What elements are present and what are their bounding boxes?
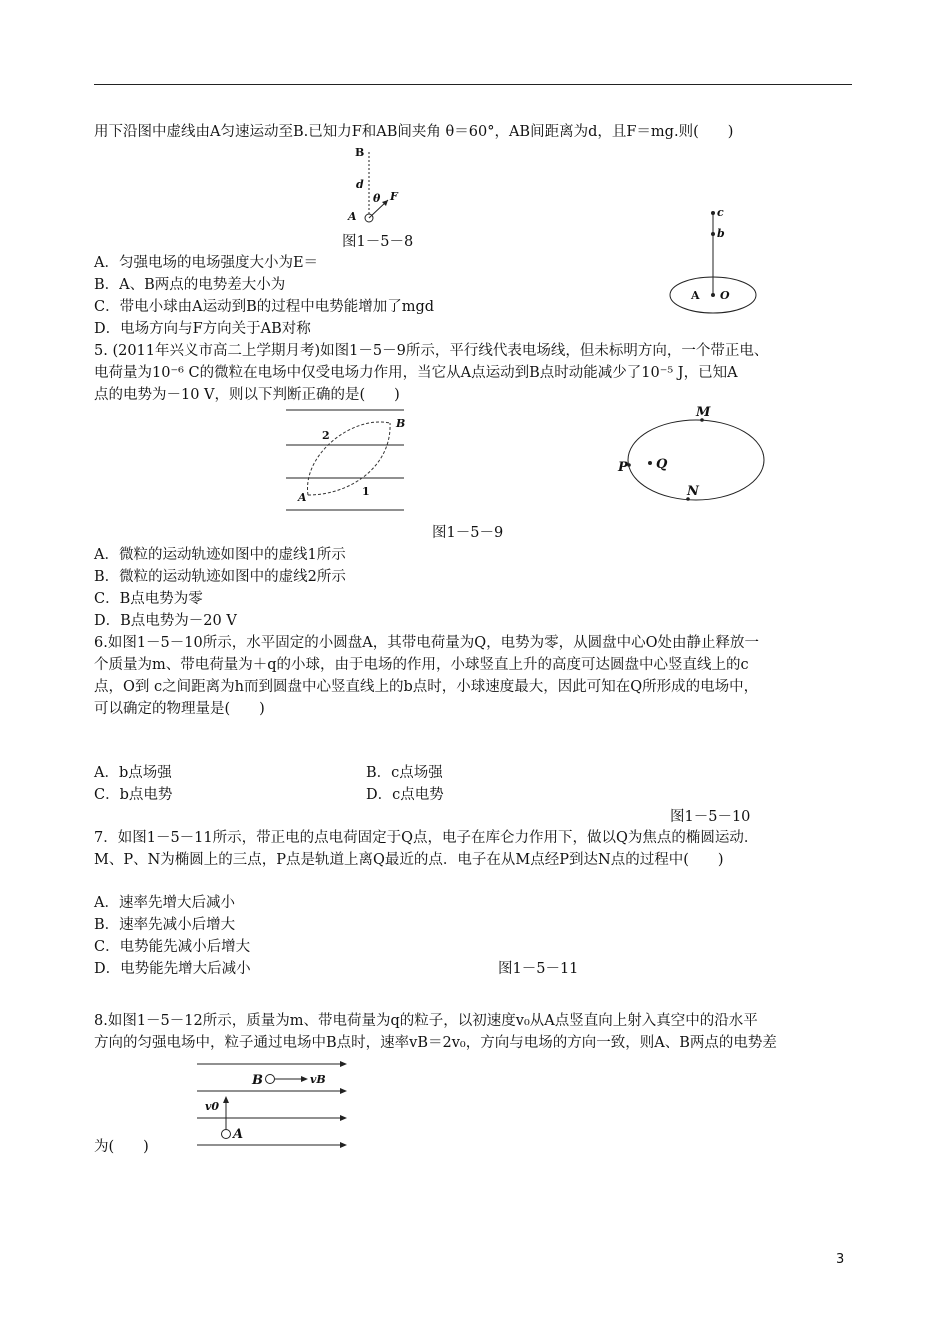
fig1510-label-o: O — [720, 289, 730, 302]
q5-stem-line-1: 5. (2011年兴义市高二上学期月考)如图1－5－9所示，平行线代表电场线，但未标明方向，一个带正电、 — [94, 343, 769, 359]
fig1511-caption: 图1－5－11 — [498, 961, 579, 977]
q6-stem-line-3: 点，O到 c之间距离为h而到圆盘中心竖直线上的b点时，小球速度最大，因此可知在Q所形成的电场中， — [94, 679, 759, 695]
fig1510-label-b: b — [717, 227, 725, 240]
q6-option-b: B．c点场强 — [366, 765, 443, 781]
figure-1-5-9 — [282, 405, 412, 515]
q5-stem-line-3: 点的电势为－10 V，则以下判断正确的是( ) — [94, 387, 400, 403]
page-number: 3 — [836, 1252, 845, 1267]
q5-option-d: D．B点电势为－20 V — [94, 613, 237, 629]
q7-stem-line-1: 7．如图1－5－11所示，带正电的点电荷固定于Q点，电子在库仑力作用下，做以Q为焦点的椭圆运动． — [94, 830, 759, 846]
fig1512-ball-a — [222, 1130, 231, 1139]
fig158-label-b: B — [355, 146, 365, 159]
fig158-label-theta: θ — [373, 192, 381, 205]
q6-option-a: A．b点场强 — [94, 765, 172, 781]
header-rule — [94, 84, 852, 85]
q6-stem-line-2: 个质量为m、带电荷量为＋q的小球，由于电场的作用，小球竖直上升的高度可达圆盘中心竖直线上的c — [94, 657, 749, 673]
fig1512-label-v0: v0 — [205, 1100, 220, 1113]
fig159-label-2: 2 — [322, 429, 330, 442]
q6-option-d: D．c点电势 — [366, 787, 444, 803]
q5-option-c: C．B点电势为零 — [94, 591, 203, 607]
q5-option-a: A．微粒的运动轨迹如图中的虚线1所示 — [94, 547, 346, 563]
q5-option-b: B．微粒的运动轨迹如图中的虚线2所示 — [94, 569, 346, 585]
fig1511-label-m: M — [696, 405, 711, 420]
fig159-label-b: B — [396, 417, 406, 430]
fig1512-label-a: A — [233, 1127, 244, 1142]
fig1511-label-n: N — [687, 484, 699, 499]
fig1510-label-c: c — [717, 206, 724, 219]
q4-option-d: D．电场方向与F方向关于AB对称 — [94, 321, 311, 337]
q4-option-c: C．带电小球由A运动到B的过程中电势能增加了mgd — [94, 299, 435, 315]
q7-option-d: D．电势能先增大后减小 — [94, 961, 251, 977]
figure-1-5-12 — [195, 1058, 355, 1153]
fig159-path-2 — [308, 422, 390, 495]
fig1510-caption: 图1－5－10 — [670, 809, 751, 825]
fig158-label-f: F — [390, 190, 398, 203]
q8-stem-line-1: 8.如图1－5－12所示，质量为m、带电荷量为q的粒子，以初速度v₀从A点竖直向上射入真空中的沿水平 — [94, 1013, 758, 1029]
fig159-label-1: 1 — [362, 485, 370, 498]
figure-1-5-10 — [665, 205, 765, 315]
q8-tail: 为( ) — [94, 1139, 149, 1155]
figure-1-5-8 — [340, 140, 420, 230]
fig1510-point-o — [711, 293, 715, 297]
fig158-caption: 图1－5－8 — [342, 234, 414, 250]
fig159-label-a: A — [298, 491, 307, 504]
q7-option-a: A．速率先增大后减小 — [94, 895, 235, 911]
fig159-path-1 — [308, 423, 390, 495]
q7-option-b: B．速率先减小后增大 — [94, 917, 236, 933]
figure-1-5-11 — [612, 405, 772, 505]
q6-stem-line-4: 可以确定的物理量是( ) — [94, 701, 265, 717]
q4-stem: 用下沿图中虚线由A匀速运动至B.已知力F和AB间夹角 θ＝60°，AB间距离为d，且F＝mg.则( ) — [94, 124, 734, 140]
q4-option-a: A．匀强电场的电场强度大小为E＝ — [94, 255, 319, 271]
q6-option-c: C．b点电势 — [94, 787, 173, 803]
fig1512-ball-b — [266, 1075, 275, 1084]
fig1510-label-a: A — [691, 289, 700, 302]
fig1510-point-c — [711, 211, 715, 215]
q7-stem-line-2: M、P、N为椭圆上的三点，P点是轨道上离Q最近的点．电子在从M点经P到达N点的过程中( ) — [94, 852, 724, 868]
fig1512-label-vb: vB — [310, 1073, 326, 1086]
q6-stem-line-1: 6.如图1－5－10所示，水平固定的小圆盘A，其带电荷量为Q，电势为零，从圆盘中心O处由静止释放一 — [94, 635, 759, 651]
fig1511-label-p: P — [618, 460, 628, 475]
fig1512-label-b: B — [252, 1073, 263, 1088]
fig1510-point-b — [711, 232, 715, 236]
fig158-label-a: A — [348, 210, 357, 223]
fig158-label-d: d — [356, 178, 364, 191]
q7-option-c: C．电势能先减小后增大 — [94, 939, 251, 955]
fig159-caption: 图1－5－9 — [432, 525, 504, 541]
q4-option-b: B．A、B两点的电势差大小为 — [94, 277, 286, 293]
fig1511-point-q — [648, 461, 652, 465]
q8-stem-line-2: 方向的匀强电场中，粒子通过电场中B点时，速率vB＝2v₀，方向与电场的方向一致，则A、B两点的电势差 — [94, 1035, 777, 1051]
q5-stem-line-2: 电荷量为10⁻⁶ C的微粒在电场中仅受电场力作用，当它从A点运动到B点时动能减少了10⁻⁵ J，已知A — [94, 365, 738, 381]
fig1511-label-q: Q — [656, 457, 668, 472]
